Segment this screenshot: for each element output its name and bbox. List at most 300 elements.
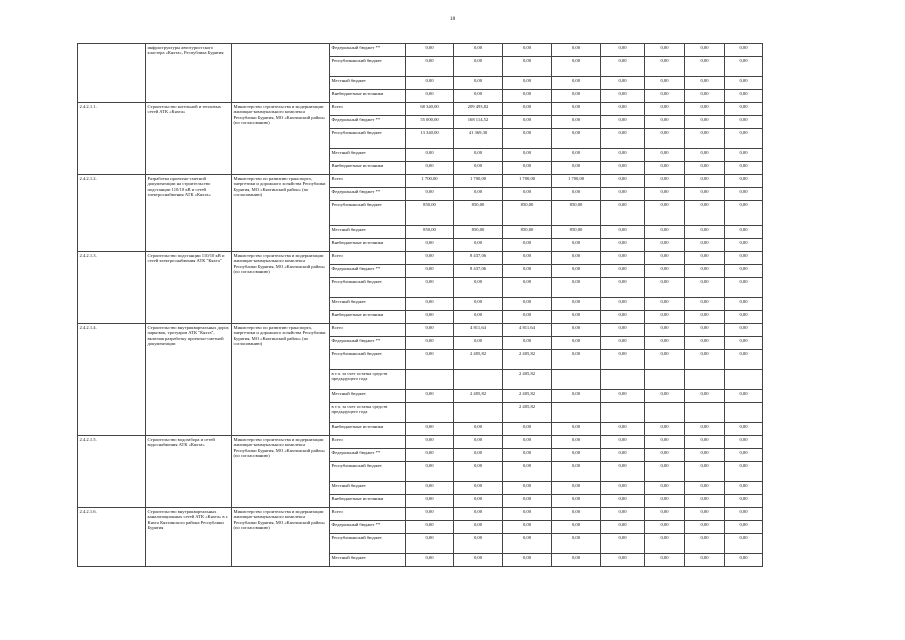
funding-source: Местный бюджет: [330, 482, 406, 495]
year-value: 209 493,82: [454, 103, 503, 116]
funding-source: Местный бюджет: [330, 298, 406, 311]
item-code: [78, 44, 146, 103]
year-value: [601, 370, 645, 390]
funding-source: Федеральный бюджет **: [330, 337, 406, 350]
year-value: 0,00: [601, 462, 645, 482]
year-value: 0,00: [503, 278, 552, 298]
year-value: 0,00: [601, 508, 645, 521]
item-code: 2.4.2.1.2.: [78, 175, 146, 252]
year-value: 0,00: [645, 129, 685, 149]
year-value: 0,00: [552, 311, 601, 324]
year-value: 0,00: [685, 129, 725, 149]
year-value: 0,00: [552, 508, 601, 521]
year-value: 0,00: [685, 226, 725, 239]
funding-source: в т.ч. за счет остатка средств предыдущего года: [330, 403, 406, 423]
year-value: 0,00: [503, 188, 552, 201]
year-value: 0,00: [601, 482, 645, 495]
table-row: [78, 324, 763, 337]
year-value: 0,00: [725, 534, 763, 554]
year-value: 0,00: [725, 508, 763, 521]
year-value: 0,00: [725, 44, 763, 57]
year-value: 1 700,00: [454, 175, 503, 188]
total-value: 0,00: [406, 324, 454, 337]
year-value: 0,00: [645, 226, 685, 239]
year-value: 0,00: [685, 462, 725, 482]
year-value: 0,00: [552, 298, 601, 311]
total-value: 0,00: [406, 90, 454, 103]
year-value: 0,00: [645, 162, 685, 175]
item-name: инфраструктуры автотуристского кластера «Кяхта», Республика Бурятия: [146, 44, 232, 103]
year-value: 0,00: [725, 521, 763, 534]
year-value: 0,00: [454, 534, 503, 554]
total-value: 0,00: [406, 521, 454, 534]
year-value: 2 405,82: [503, 403, 552, 423]
item-executor: Министерство по развитию транспорта, энергетики и дорожного хозяйства Республики Бурятия, МО «Кяхтинский район» (по согласованию): [232, 175, 330, 252]
year-value: 0,00: [685, 103, 725, 116]
year-value: 0,00: [725, 324, 763, 337]
year-value: [454, 370, 503, 390]
year-value: 4 811,64: [503, 324, 552, 337]
funding-source: Федеральный бюджет **: [330, 521, 406, 534]
year-value: 0,00: [645, 278, 685, 298]
year-value: 0,00: [454, 495, 503, 508]
total-value: 0,00: [406, 162, 454, 175]
year-value: 2 405,82: [503, 390, 552, 403]
year-value: 0,00: [601, 57, 645, 77]
total-value: 0,00: [406, 482, 454, 495]
year-value: 2 405,82: [503, 350, 552, 370]
year-value: 0,00: [552, 129, 601, 149]
year-value: [552, 370, 601, 390]
year-value: 0,00: [503, 77, 552, 90]
year-value: 850,00: [503, 226, 552, 239]
year-value: 0,00: [552, 239, 601, 252]
year-value: 0,00: [454, 90, 503, 103]
year-value: 0,00: [645, 239, 685, 252]
funding-source: Местный бюджет: [330, 390, 406, 403]
year-value: 0,00: [552, 162, 601, 175]
total-value: 0,00: [406, 495, 454, 508]
year-value: [601, 403, 645, 423]
table-row: [78, 44, 763, 57]
item-executor: Министерство строительства и модернизации жилищно-коммунального комплекса Республики Бурятия, МО «Кяхтинский район» (по согласованию): [232, 508, 330, 567]
total-value: 0,00: [406, 508, 454, 521]
year-value: 0,00: [454, 77, 503, 90]
year-value: 0,00: [552, 462, 601, 482]
year-value: 0,00: [503, 44, 552, 57]
table-row: [78, 436, 763, 449]
year-value: 0,00: [552, 116, 601, 129]
year-value: 0,00: [601, 265, 645, 278]
year-value: 0,00: [503, 298, 552, 311]
year-value: 0,00: [601, 521, 645, 534]
total-value: 0,00: [406, 436, 454, 449]
year-value: 0,00: [685, 44, 725, 57]
year-value: 0,00: [503, 482, 552, 495]
year-value: 0,00: [454, 449, 503, 462]
funding-source: Всего: [330, 436, 406, 449]
year-value: 0,00: [503, 103, 552, 116]
year-value: 0,00: [685, 116, 725, 129]
year-value: 0,00: [645, 423, 685, 436]
funding-source: Местный бюджет: [330, 149, 406, 162]
funding-source: Внебюджетные источники: [330, 311, 406, 324]
total-value: 850,00: [406, 226, 454, 239]
year-value: 0,00: [645, 252, 685, 265]
year-value: 0,00: [685, 423, 725, 436]
item-code: 2.4.2.1.5.: [78, 436, 146, 508]
total-value: 0,00: [406, 239, 454, 252]
item-name: Строительство внутриквартальных дорог, парковок, тротуаров АТК "Кяхта", включая разработку проектно-сметной документации: [146, 324, 232, 436]
year-value: 0,00: [601, 298, 645, 311]
year-value: 0,00: [454, 298, 503, 311]
year-value: 0,00: [645, 90, 685, 103]
year-value: 0,00: [503, 90, 552, 103]
year-value: 0,00: [503, 265, 552, 278]
year-value: 0,00: [725, 188, 763, 201]
year-value: 0,00: [725, 436, 763, 449]
year-value: 0,00: [601, 252, 645, 265]
funding-source: Республиканский бюджет: [330, 350, 406, 370]
year-value: 0,00: [552, 265, 601, 278]
budget-table-body: [78, 44, 763, 567]
year-value: 0,00: [454, 482, 503, 495]
total-value: 0,00: [406, 278, 454, 298]
item-executor: Министерство по развитию транспорта, энергетики и дорожного хозяйства Республики Бурятия, МО «Кяхтинский район» (по согласованию): [232, 324, 330, 436]
year-value: 0,00: [645, 436, 685, 449]
year-value: 0,00: [601, 44, 645, 57]
item-code: 2.4.2.1.3.: [78, 252, 146, 324]
item-name: Строительство котельной и тепловых сетей АТК «Кяхта»: [146, 103, 232, 175]
year-value: [725, 403, 763, 423]
year-value: 41 369,30: [454, 129, 503, 149]
year-value: 0,00: [552, 252, 601, 265]
funding-source: Республиканский бюджет: [330, 57, 406, 77]
total-value: 0,00: [406, 188, 454, 201]
year-value: 0,00: [685, 521, 725, 534]
funding-source: Республиканский бюджет: [330, 278, 406, 298]
table-row: [78, 252, 763, 265]
year-value: 0,00: [725, 175, 763, 188]
total-value: 13 340,00: [406, 129, 454, 149]
total-value: 0,00: [406, 423, 454, 436]
year-value: [685, 403, 725, 423]
funding-source: Внебюджетные источники: [330, 239, 406, 252]
item-name: Строительство внутриквартальных канализационных сетей АТК «Кяхта» в г. Кяхта Кяхтинского района Республики Бурятия: [146, 508, 232, 567]
year-value: 0,00: [601, 278, 645, 298]
year-value: 0,00: [685, 324, 725, 337]
year-value: 0,00: [725, 77, 763, 90]
year-value: 0,00: [725, 116, 763, 129]
year-value: 0,00: [503, 337, 552, 350]
year-value: 0,00: [685, 188, 725, 201]
year-value: 0,00: [645, 311, 685, 324]
year-value: 0,00: [552, 77, 601, 90]
year-value: 0,00: [725, 278, 763, 298]
total-value: 0,00: [406, 57, 454, 77]
year-value: 0,00: [685, 436, 725, 449]
year-value: 0,00: [454, 554, 503, 567]
year-value: 0,00: [645, 324, 685, 337]
year-value: 0,00: [645, 495, 685, 508]
year-value: 0,00: [645, 337, 685, 350]
year-value: 0,00: [601, 175, 645, 188]
funding-source: Федеральный бюджет **: [330, 449, 406, 462]
total-value: 0,00: [406, 462, 454, 482]
year-value: 168 114,52: [454, 116, 503, 129]
year-value: 0,00: [685, 162, 725, 175]
year-value: 0,00: [601, 423, 645, 436]
year-value: 0,00: [645, 298, 685, 311]
year-value: 0,00: [503, 423, 552, 436]
year-value: 0,00: [725, 149, 763, 162]
funding-source: Внебюджетные источники: [330, 495, 406, 508]
year-value: 0,00: [601, 201, 645, 226]
year-value: 0,00: [454, 337, 503, 350]
year-value: 0,00: [725, 311, 763, 324]
year-value: 0,00: [552, 90, 601, 103]
year-value: [645, 403, 685, 423]
total-value: 0,00: [406, 311, 454, 324]
year-value: 0,00: [685, 554, 725, 567]
year-value: 2 405,82: [503, 370, 552, 390]
year-value: 0,00: [552, 337, 601, 350]
year-value: [454, 403, 503, 423]
year-value: 0,00: [725, 201, 763, 226]
year-value: 0,00: [503, 449, 552, 462]
total-value: 0,00: [406, 449, 454, 462]
year-value: 0,00: [645, 188, 685, 201]
year-value: 0,00: [601, 162, 645, 175]
year-value: 0,00: [645, 521, 685, 534]
funding-source: Местный бюджет: [330, 77, 406, 90]
total-value: 0,00: [406, 77, 454, 90]
year-value: 0,00: [601, 239, 645, 252]
funding-source: Всего: [330, 252, 406, 265]
year-value: 0,00: [725, 350, 763, 370]
year-value: 0,00: [552, 423, 601, 436]
year-value: 850,00: [552, 226, 601, 239]
item-name: Строительство водозабора и сетей водоснабжения АТК «Кяхта»: [146, 436, 232, 508]
year-value: 0,00: [503, 508, 552, 521]
year-value: 0,00: [552, 350, 601, 370]
year-value: 0,00: [725, 462, 763, 482]
funding-source: Всего: [330, 103, 406, 116]
item-executor: [232, 44, 330, 103]
funding-source: Местный бюджет: [330, 226, 406, 239]
total-value: 0,00: [406, 298, 454, 311]
year-value: 0,00: [725, 554, 763, 567]
funding-source: Местный бюджет: [330, 554, 406, 567]
year-value: 850,00: [552, 201, 601, 226]
year-value: 0,00: [645, 265, 685, 278]
year-value: 0,00: [454, 57, 503, 77]
year-value: [685, 370, 725, 390]
year-value: 0,00: [601, 103, 645, 116]
total-value: 0,00: [406, 554, 454, 567]
year-value: 0,00: [601, 350, 645, 370]
total-value: 0,00: [406, 44, 454, 57]
total-value: 0,00: [406, 265, 454, 278]
year-value: 0,00: [601, 337, 645, 350]
funding-source: Федеральный бюджет **: [330, 44, 406, 57]
year-value: 0,00: [645, 103, 685, 116]
year-value: 0,00: [601, 188, 645, 201]
year-value: 0,00: [645, 116, 685, 129]
year-value: 0,00: [601, 436, 645, 449]
year-value: 0,00: [503, 462, 552, 482]
year-value: 0,00: [685, 298, 725, 311]
year-value: 0,00: [725, 90, 763, 103]
year-value: 0,00: [454, 436, 503, 449]
year-value: 0,00: [685, 175, 725, 188]
year-value: 0,00: [725, 129, 763, 149]
total-value: 0,00: [406, 252, 454, 265]
funding-source: Внебюджетные источники: [330, 162, 406, 175]
year-value: 0,00: [503, 521, 552, 534]
funding-source: Всего: [330, 508, 406, 521]
funding-source: Республиканский бюджет: [330, 201, 406, 226]
year-value: 0,00: [503, 162, 552, 175]
year-value: 0,00: [685, 265, 725, 278]
funding-source: Всего: [330, 324, 406, 337]
year-value: 0,00: [503, 554, 552, 567]
year-value: 0,00: [645, 57, 685, 77]
item-name: Строительство подстанции 110/10 кВ и сетей электроснабжения АТК "Кяхта": [146, 252, 232, 324]
year-value: 0,00: [552, 436, 601, 449]
year-value: 0,00: [454, 311, 503, 324]
year-value: 0,00: [454, 278, 503, 298]
year-value: 0,00: [645, 201, 685, 226]
year-value: 0,00: [454, 462, 503, 482]
item-code: 2.4.2.1.4.: [78, 324, 146, 436]
year-value: 0,00: [645, 482, 685, 495]
year-value: 0,00: [725, 103, 763, 116]
year-value: 850,00: [454, 201, 503, 226]
funding-source: в т.ч. за счет остатка средств предыдущего года: [330, 370, 406, 390]
year-value: 2 405,82: [454, 390, 503, 403]
year-value: 0,00: [601, 311, 645, 324]
year-value: 0,00: [454, 162, 503, 175]
year-value: 0,00: [454, 521, 503, 534]
year-value: 0,00: [685, 482, 725, 495]
year-value: 0,00: [503, 57, 552, 77]
year-value: 0,00: [725, 239, 763, 252]
funding-source: Республиканский бюджет: [330, 129, 406, 149]
year-value: 0,00: [725, 265, 763, 278]
year-value: 0,00: [552, 534, 601, 554]
year-value: 0,00: [601, 495, 645, 508]
table-row: [78, 508, 763, 521]
year-value: 0,00: [685, 449, 725, 462]
year-value: 850,00: [454, 226, 503, 239]
year-value: [645, 370, 685, 390]
year-value: 8 437,06: [454, 265, 503, 278]
year-value: 0,00: [685, 311, 725, 324]
year-value: 0,00: [454, 239, 503, 252]
year-value: 1 700,00: [503, 175, 552, 188]
year-value: 0,00: [503, 311, 552, 324]
year-value: 0,00: [552, 57, 601, 77]
year-value: 0,00: [685, 390, 725, 403]
year-value: 0,00: [645, 554, 685, 567]
year-value: 0,00: [645, 449, 685, 462]
year-value: 0,00: [685, 495, 725, 508]
year-value: 0,00: [454, 508, 503, 521]
year-value: 0,00: [645, 462, 685, 482]
year-value: 0,00: [601, 149, 645, 162]
year-value: 0,00: [725, 162, 763, 175]
year-value: 0,00: [552, 449, 601, 462]
year-value: 0,00: [645, 508, 685, 521]
year-value: 0,00: [645, 149, 685, 162]
year-value: 0,00: [725, 423, 763, 436]
table-row: [78, 175, 763, 188]
year-value: 0,00: [725, 482, 763, 495]
year-value: 0,00: [685, 350, 725, 370]
total-value: 0,00: [406, 149, 454, 162]
year-value: 0,00: [503, 239, 552, 252]
budget-table: [77, 43, 763, 567]
year-value: 0,00: [685, 252, 725, 265]
year-value: 0,00: [685, 534, 725, 554]
year-value: 0,00: [725, 57, 763, 77]
year-value: 0,00: [503, 534, 552, 554]
year-value: 0,00: [601, 390, 645, 403]
funding-source: Республиканский бюджет: [330, 462, 406, 482]
year-value: 0,00: [552, 482, 601, 495]
total-value: 55 000,00: [406, 116, 454, 129]
funding-source: Внебюджетные источники: [330, 423, 406, 436]
year-value: 0,00: [645, 350, 685, 370]
year-value: 0,00: [685, 149, 725, 162]
year-value: 0,00: [454, 44, 503, 57]
year-value: 0,00: [552, 188, 601, 201]
total-value: 0,00: [406, 350, 454, 370]
year-value: 0,00: [552, 390, 601, 403]
table-row: [78, 103, 763, 116]
year-value: 0,00: [725, 449, 763, 462]
item-executor: Министерство строительства и модернизации жилищно-коммунального комплекса Республики Бурятия, МО «Кяхтинский район» (по согласованию): [232, 103, 330, 175]
year-value: 0,00: [685, 239, 725, 252]
year-value: 0,00: [725, 252, 763, 265]
item-code: 2.4.2.1.1.: [78, 103, 146, 175]
funding-source: Федеральный бюджет **: [330, 265, 406, 278]
year-value: 0,00: [725, 337, 763, 350]
year-value: 0,00: [685, 201, 725, 226]
funding-source: Внебюджетные источники: [330, 90, 406, 103]
year-value: 0,00: [601, 129, 645, 149]
year-value: 0,00: [725, 495, 763, 508]
funding-source: Федеральный бюджет **: [330, 116, 406, 129]
funding-source: Республиканский бюджет: [330, 534, 406, 554]
year-value: 0,00: [685, 508, 725, 521]
year-value: 0,00: [685, 57, 725, 77]
year-value: 0,00: [685, 77, 725, 90]
year-value: 0,00: [685, 337, 725, 350]
item-executor: Министерство строительства и модернизации жилищно-коммунального комплекса Республики Бурятия, МО «Кяхтинский район» (по согласованию): [232, 252, 330, 324]
year-value: 0,00: [601, 116, 645, 129]
year-value: 2 405,82: [454, 350, 503, 370]
item-name: Разработка проектно-сметной документации на строительство подстанции 110/10 кВ и сетей электроснабжения АТК «Кяхта»: [146, 175, 232, 252]
year-value: 0,00: [601, 226, 645, 239]
total-value: 1 700,00: [406, 175, 454, 188]
year-value: 0,00: [725, 226, 763, 239]
year-value: 0,00: [685, 278, 725, 298]
year-value: 0,00: [552, 324, 601, 337]
year-value: 0,00: [454, 149, 503, 162]
year-value: 0,00: [454, 423, 503, 436]
